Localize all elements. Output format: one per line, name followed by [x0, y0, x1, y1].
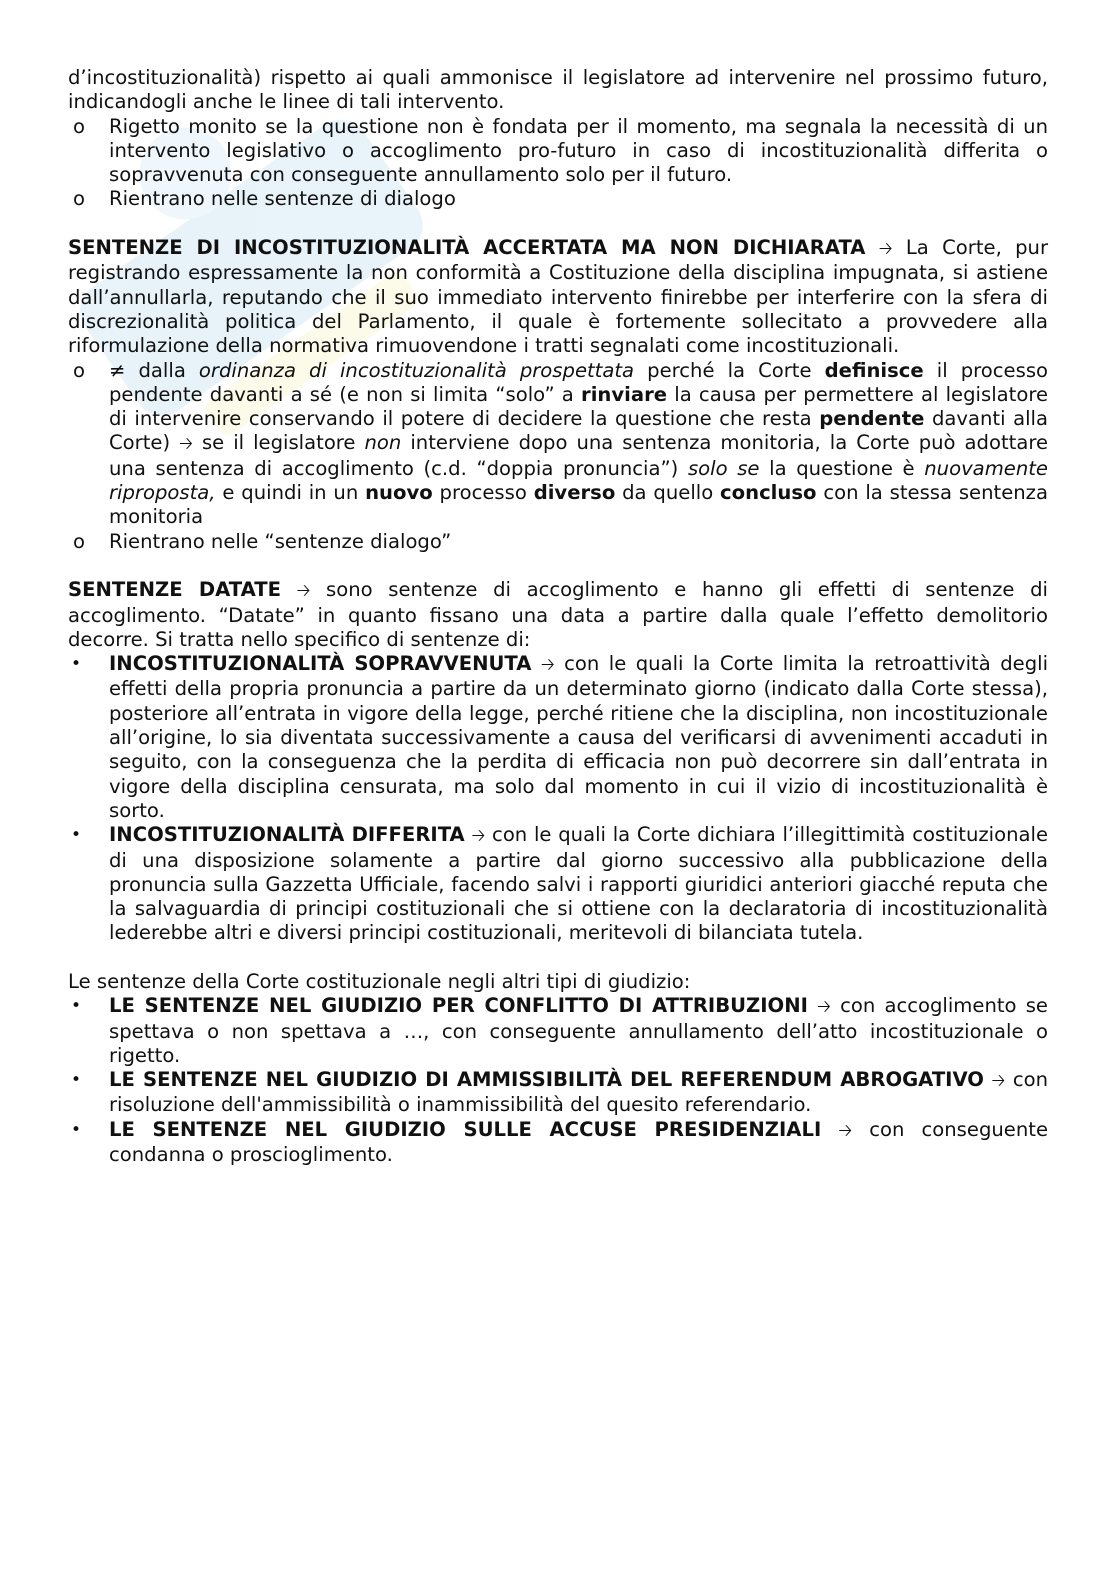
arrow-right-icon: 🡢: [540, 655, 555, 676]
section-other-judgments: Le sentenze della Corte costituzionale negli altri tipi di giudizio:: [68, 969, 691, 993]
section-heading: SENTENZE DATATE: [68, 578, 281, 602]
document-page: [68, 66, 1048, 1167]
section-accertata: SENTENZE DI INCOSTITUZIONALITÀ ACCERTATA MA NON DICHIARATA 🡢 La Corte, pur registrando espressamente la non conformità a Costituzione della disciplina impugnata, si astiene dall’annullarla, reputando che il suo immediato intervento finirebbe per interferire con la sfera di discrezionalità politica del Parlamento, il quale è fortemente sollecitato a provvedere alla riformulazione della normativa rimuovendone i tratti segnalati come incostituzionali.: [68, 236, 1049, 358]
list-item: • LE SENTENZE NEL GIUDIZIO SULLE ACCUSE PRESIDENZIALI 🡢 con conseguente condanna o proscioglimento.: [71, 1117, 1049, 1167]
bullet-icon: •: [71, 654, 82, 675]
arrow-right-icon: 🡢: [471, 826, 486, 847]
bullet-icon: •: [71, 996, 82, 1017]
section-heading: SENTENZE DI INCOSTITUZIONALITÀ ACCERTATA MA NON DICHIARATA: [68, 236, 866, 260]
list-item: • LE SENTENZE NEL GIUDIZIO PER CONFLITTO DI ATTRIBUZIONI 🡢 con accoglimento se spettava o non spettava a …, con conseguente annullamento dell’atto incostituzionale o rigetto.: [71, 994, 1048, 1067]
arrow-right-icon: 🡢: [179, 434, 193, 455]
bullet-icon: •: [71, 1070, 82, 1091]
arrow-right-icon: 🡢: [838, 1120, 853, 1141]
list-item: • INCOSTITUZIONALITÀ SOPRAVVENUTA 🡢 con le quali la Corte limita la retroattività degli effetti della propria pronuncia a partire da un determinato giorno (indicato dalla Corte stessa), posteriore all’entrata in vigore della legge, perché ritiene che la disciplina, non incostituzionale all’origine, lo sia diventata successivamente a causa del verificarsi di avvenimenti accaduti in seguito, con la conseguenza che la perdita di efficacia non può decorrere sin dall’entrata in vigore della disciplina censurata, ma solo dal momento in cui il vizio di incostituzionalità è sorto.: [71, 652, 1049, 822]
circle-bullet-icon: o: [73, 187, 85, 211]
circle-bullet-icon: o: [73, 114, 85, 138]
list-item: o ≠ dalla ordinanza di incostituzionalità prospettata perché la Corte definisce il processo pendente davanti a sé (e non si limita “solo” a rinviare la causa per permettere al legislatore di intervenire conservando il potere di decidere la questione che resta pendente davanti alla Corte) 🡢 se il legislatore non interviene dopo una sentenza monitoria, la Corte può adottare una sentenza di accoglimento (c.d. “doppia pronuncia”) solo se la questione è nuovamente riproposta, e quindi in un nuovo processo diverso da quello concluso con la stessa sentenza monitoria: [73, 358, 1049, 529]
list-item: o Rientrano nelle “sentenze dialogo”: [73, 529, 452, 553]
list-item: o Rientrano nelle sentenze di dialogo: [73, 187, 456, 211]
arrow-right-icon: 🡢: [296, 581, 311, 602]
circle-bullet-icon: o: [73, 529, 85, 553]
bullet-icon: •: [71, 1119, 82, 1140]
circle-bullet-icon: o: [73, 358, 85, 382]
intro-paragraph: d’incostituzionalità) rispetto ai quali ammonisce il legislatore ad intervenire nel prossimo futuro, indicandogli anche le linee di tali intervento.: [68, 66, 1048, 114]
list-item: • LE SENTENZE NEL GIUDIZIO DI AMMISSIBILITÀ DEL REFERENDUM ABROGATIVO 🡢 con risoluzione dell'ammissibilità o inammissibilità del quesito referendario.: [71, 1068, 1048, 1117]
section-datate: SENTENZE DATATE 🡢 sono sentenze di accoglimento e hanno gli effetti di sentenze di accoglimento. “Datate” in quanto fissano una data a partire dalla quale l’effetto demolitorio decorre. Si tratta nello specifico di sentenze di:: [68, 578, 1048, 651]
arrow-right-icon: 🡢: [991, 1071, 1006, 1092]
arrow-right-icon: 🡢: [878, 239, 893, 260]
arrow-right-icon: 🡢: [817, 997, 831, 1018]
list-item: o Rigetto monito se la questione non è fondata per il momento, ma segnala la necessità di un intervento legislativo o accoglimento pro-futuro in caso di incostituzionalità differita o sopravvenuta con conseguente annullamento solo per il futuro.: [73, 114, 1048, 187]
bullet-icon: •: [71, 825, 82, 846]
list-item: • INCOSTITUZIONALITÀ DIFFERITA 🡢 con le quali la Corte dichiara l’illegittimità costituzionale di una disposizione solamente a partire dal giorno successivo alla pubblicazione della pronuncia sulla Gazzetta Ufficiale, facendo salvi i rapporti giuridici anteriori giacché reputa che la salvaguardia di principi costituzionali che si ottiene con la declaratoria di incostituzionalità lederebbe altri e diversi principi costituzionali, meritevoli di bilanciata tutela.: [71, 823, 1049, 945]
